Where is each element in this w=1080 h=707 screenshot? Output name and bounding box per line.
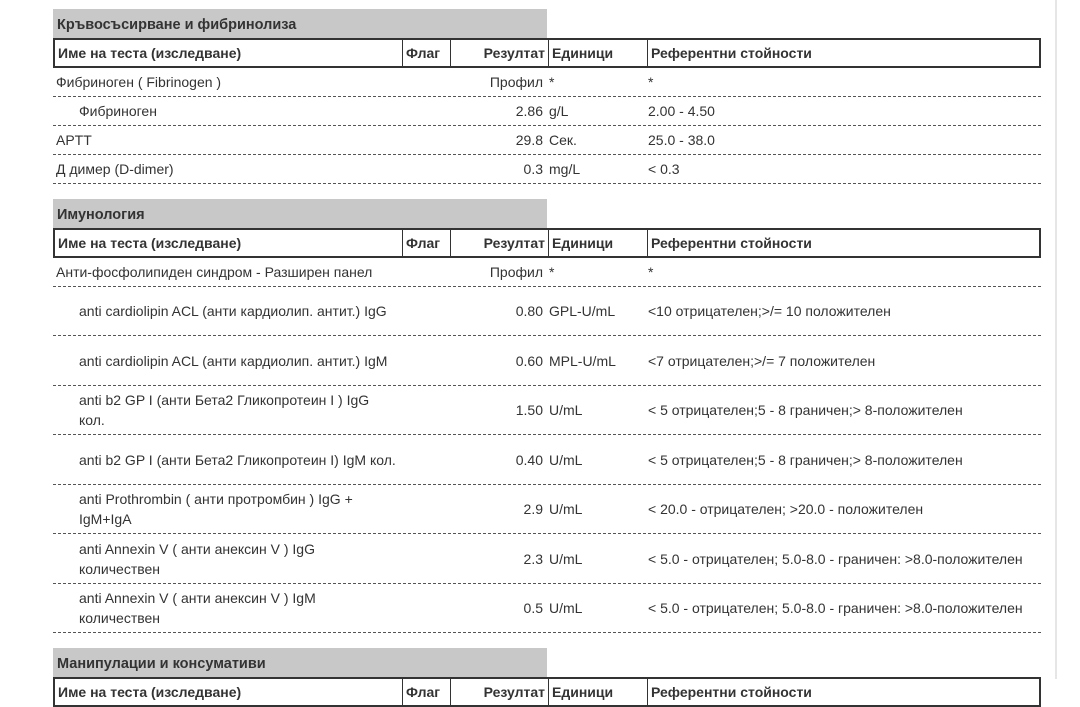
test-name: anti cardiolipin ACL (анти кардиолип. антит.) IgG — [79, 303, 387, 319]
units: * — [549, 264, 555, 280]
result-value: 0.40 — [515, 451, 543, 468]
result-value: 2.9 — [523, 501, 543, 517]
reference-range: < 5.0 - отрицателен; 5.0-8.0 - граничен: >8.0-положителен — [648, 550, 1023, 567]
section-2 — [53, 648, 1041, 707]
reference-range: < 5 отрицателен;5 - 8 граничен;> 8-положителен — [648, 451, 963, 468]
result-value: 0.3 — [523, 161, 543, 177]
reference-range: <7 отрицателен;>/= 7 положителен — [648, 352, 876, 369]
result-value: 0.5 — [523, 600, 543, 616]
table-header — [53, 38, 1041, 68]
column-header-reference: Референтни стойности — [647, 679, 1039, 705]
column-header-flag: Флаг — [402, 679, 450, 705]
table-row — [53, 126, 1041, 155]
column-header-name: Име на теста (изследване) — [58, 235, 242, 251]
flag — [400, 336, 448, 385]
test-name: anti Annexin V ( анти анексин V ) IgG количествен — [79, 540, 315, 577]
column-header-reference: Референтни стойности — [647, 40, 1039, 66]
units: GPL-U/mL — [549, 303, 616, 319]
table-row — [53, 97, 1041, 126]
page-edge — [1055, 0, 1057, 679]
section-title: Кръвосъсирване и фибринолиза — [53, 9, 547, 38]
units: U/mL — [549, 402, 583, 418]
table-row — [53, 534, 1041, 584]
test-name: anti cardiolipin ACL (анти кардиолип. антит.) IgM — [79, 352, 388, 369]
table-row — [53, 386, 1041, 435]
reference-range: * — [648, 74, 654, 90]
result-value: 0.60 — [515, 352, 543, 369]
flag — [400, 126, 448, 154]
column-header-units: Единици — [548, 40, 647, 66]
test-name: Фибриноген — [79, 103, 157, 119]
result-value: Профил — [489, 264, 543, 280]
test-name: APTT — [56, 132, 92, 148]
test-name: Фибриноген ( Fibrinogen ) — [56, 74, 222, 90]
reference-range: <10 отрицателен;>/= 10 положителен — [648, 303, 891, 319]
units: g/L — [549, 103, 569, 119]
table-row — [53, 68, 1041, 97]
units: U/mL — [549, 501, 583, 517]
result-value: Профил — [489, 74, 543, 90]
units: U/mL — [549, 451, 583, 468]
result-value: 29.8 — [515, 132, 543, 148]
column-header-name: Име на теста (изследване) — [58, 684, 242, 700]
test-name: Д димер (D-dimer) — [56, 161, 174, 177]
flag — [400, 258, 448, 286]
test-name: Анти-фосфолипиден синдром - Разширен панел — [56, 264, 373, 280]
column-header-flag: Флаг — [402, 230, 450, 256]
flag — [400, 287, 448, 335]
column-header-name: Име на теста (изследване) — [58, 45, 242, 61]
table-row — [53, 435, 1041, 485]
flag — [400, 485, 448, 533]
flag — [400, 155, 448, 183]
test-name: anti Annexin V ( анти анексин V ) IgM количествен — [79, 590, 316, 626]
reference-range: < 5.0 - отрицателен; 5.0-8.0 - граничен: >8.0-положителен — [648, 600, 1023, 616]
column-header-result: Резултат — [450, 40, 548, 66]
table-row — [53, 336, 1041, 386]
result-value: 2.86 — [515, 103, 543, 119]
flag — [400, 97, 448, 125]
section-0 — [53, 9, 1041, 184]
table-row — [53, 258, 1041, 287]
reference-range: < 5 отрицателен;5 - 8 граничен;> 8-положителен — [648, 402, 963, 418]
reference-range: < 0.3 — [648, 161, 680, 177]
flag — [400, 534, 448, 583]
table-row — [53, 584, 1041, 633]
flag — [400, 435, 448, 484]
reference-range: < 20.0 - отрицателен; >20.0 - положителен — [648, 501, 924, 517]
column-header-result: Резултат — [450, 679, 548, 705]
column-header-units: Единици — [548, 679, 647, 705]
units: * — [549, 74, 555, 90]
table-row — [53, 287, 1041, 336]
section-1 — [53, 199, 1041, 633]
table-row — [53, 485, 1041, 534]
table-row — [53, 155, 1041, 184]
result-value: 2.3 — [523, 550, 543, 567]
table-header — [53, 228, 1041, 258]
units: Сек. — [549, 132, 577, 148]
column-header-units: Единици — [548, 230, 647, 256]
units: mg/L — [549, 161, 581, 177]
column-header-result: Резултат — [450, 230, 548, 256]
units: MPL-U/mL — [549, 352, 616, 369]
section-title: Манипулации и консумативи — [53, 648, 547, 677]
table-header — [53, 677, 1041, 707]
test-name: anti Prothrombin ( анти протромбин ) IgG + IgM+IgA — [79, 491, 353, 527]
test-name: anti b2 GP I (анти Бета2 Гликопротеин I) IgM кол. — [79, 451, 396, 468]
flag — [400, 584, 448, 632]
test-name: anti b2 GP I (анти Бета2 Гликопротеин I ) IgG кол. — [79, 392, 370, 428]
flag — [400, 68, 448, 96]
reference-range: 25.0 - 38.0 — [648, 132, 715, 148]
reference-range: * — [648, 264, 654, 280]
section-title: Имунология — [53, 199, 547, 228]
result-value: 1.50 — [515, 402, 543, 418]
units: U/mL — [549, 600, 583, 616]
flag — [400, 386, 448, 434]
reference-range: 2.00 - 4.50 — [648, 103, 715, 119]
units: U/mL — [549, 550, 583, 567]
result-value: 0.80 — [515, 303, 543, 319]
column-header-reference: Референтни стойности — [647, 230, 1039, 256]
column-header-flag: Флаг — [402, 40, 450, 66]
